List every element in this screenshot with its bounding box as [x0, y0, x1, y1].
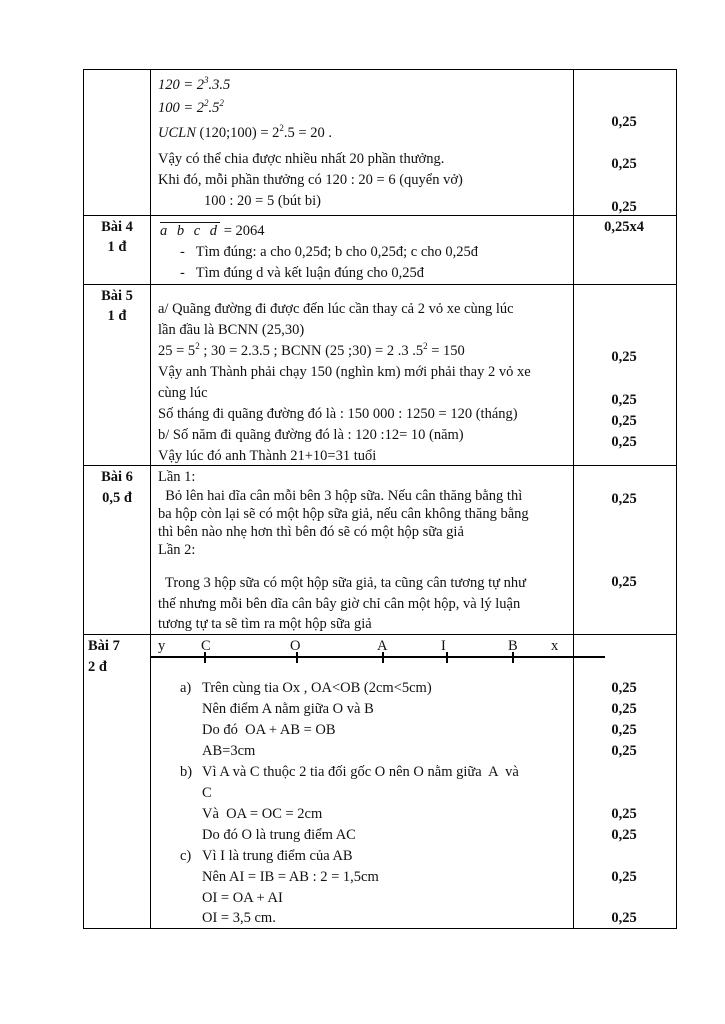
bai6-line-7: thế nhưng mỗi bên dĩa cân bây giờ chỉ cân một hộp, và lý luận	[158, 596, 521, 612]
bai7-b-line-2: C	[202, 785, 212, 801]
axis-label-b: B	[508, 638, 518, 654]
bai3-line-5: Khi đó, mỗi phần thưởng có 120 : 20 = 6 (quyển vở)	[158, 172, 463, 188]
bai5-line-2: lần đầu là BCNN (25,30)	[158, 322, 305, 338]
bai7-score-7: 0,25	[611, 869, 637, 885]
row-divider-bai6	[83, 465, 677, 466]
bai5-score-1: 0,25	[611, 349, 637, 365]
bai5-score-4: 0,25	[611, 434, 637, 450]
bai4-label: Bài 4	[101, 219, 133, 235]
axis-label-o: O	[290, 638, 301, 654]
bai7-a-line-2: Nên điểm A nằm giữa O và B	[202, 701, 374, 717]
bai5-score-3: 0,25	[611, 413, 637, 429]
bai6-line-1: Lần 1:	[158, 469, 196, 485]
bai3-score-2: 0,25	[611, 156, 637, 172]
bai7-b-line-3: Và OA = OC = 2cm	[202, 806, 323, 822]
bai4-score: 0,25x4	[604, 219, 644, 235]
bai7-b-line-4: Do đó O là trung điểm AC	[202, 827, 356, 843]
bai3-line-4: Vậy có thể chia được nhiều nhất 20 phần thưởng.	[158, 151, 445, 167]
bai4-item-1: - Tìm đúng: a cho 0,25đ; b cho 0,25đ; c cho 0,25đ	[180, 244, 479, 260]
bai7-score-2: 0,25	[611, 701, 637, 717]
bai5-line-8: Vậy lúc đó anh Thành 21+10=31 tuổi	[158, 448, 377, 464]
bai5-line-7: b/ Số năm đi quãng đường đó là : 120 :12= 10 (năm)	[158, 427, 464, 443]
bai7-a-line-3: Do đó OA + AB = OB	[202, 722, 336, 738]
bai5-label: Bài 5	[101, 288, 133, 304]
bai5-line-3: $25 = 5^2$ ; 30 = 2.3.5 ; BCNN (25 ;30) = 2 .3 $.5^2 = 150$	[158, 341, 465, 359]
table-border-right	[676, 69, 677, 929]
bai6-line-6: Trong 3 hộp sữa có một hộp sữa giả, ta cũng cân tương tự như	[158, 575, 526, 591]
bai7-score-4: 0,25	[611, 743, 637, 759]
row-divider-bai5	[83, 284, 677, 285]
axis-label-i: I	[441, 638, 446, 654]
bai7-part-b-marker: b)	[180, 764, 193, 780]
bai4-line-1: a b c d = 2064	[160, 223, 265, 239]
bai6-score-1: 0,25	[611, 491, 637, 507]
table-border-top	[83, 69, 677, 70]
bai5-line-6: Số tháng đi quãng đường đó là : 150 000 : 1250 = 120 (tháng)	[158, 406, 518, 422]
axis-label-y: y	[158, 638, 166, 654]
bai5-line-5: cùng lúc	[158, 385, 208, 401]
bai4-points: 1 đ	[107, 239, 127, 255]
axis-label-a: A	[377, 638, 388, 654]
bai4-item-2: - Tìm đúng d và kết luận đúng cho 0,25đ	[180, 265, 425, 281]
bai6-line-2: Bỏ lên hai dĩa cân mỗi bên 3 hộp sữa. Nếu cân thăng bằng thì	[158, 488, 523, 504]
bai7-c-line-1: Vì I là trung điểm của AB	[202, 848, 353, 864]
bai3-line-6: 100 : 20 = 5 (bút bi)	[204, 193, 321, 209]
bai6-score-2: 0,25	[611, 574, 637, 590]
bai7-b-line-1: Vì A và C thuộc 2 tia đối gốc O nên O nằm giữa A và	[202, 764, 519, 780]
bai3-score-3: 0,25	[611, 199, 637, 215]
bai5-line-4: Vậy anh Thành phải chạy 150 (nghìn km) mới phải thay 2 vỏ xe	[158, 364, 531, 380]
bai6-line-4: thì bên nào nhẹ hơn thì bên đó sẽ có một hộp sữa giả	[158, 524, 464, 540]
bai7-a-line-1: Trên cùng tia Ox , OA<OB (2cm<5cm)	[202, 680, 432, 696]
bai7-score-5: 0,25	[611, 806, 637, 822]
bai7-label: Bài 7	[88, 638, 120, 654]
bai5-score-2: 0,25	[611, 392, 637, 408]
table-border-bottom	[83, 928, 677, 929]
bai7-score-6: 0,25	[611, 827, 637, 843]
bai6-line-3: ba hộp còn lại sẽ có một hộp sữa giả, nếu cân không thăng bằng	[158, 506, 529, 522]
bai7-points: 2 đ	[88, 659, 107, 675]
bai7-part-c-marker: c)	[180, 848, 192, 864]
bai7-part-a-marker: a)	[180, 680, 192, 696]
row-divider-bai7	[83, 634, 677, 635]
bai3-score-1: 0,25	[611, 114, 637, 130]
bai7-score-3: 0,25	[611, 722, 637, 738]
bai7-c-line-4: OI = 3,5 cm.	[202, 910, 276, 926]
axis-label-c: C	[201, 638, 211, 654]
table-divider-label	[150, 69, 151, 929]
bai6-points: 0,5 đ	[102, 490, 132, 506]
bai7-c-line-2: Nên AI = IB = AB : 2 = 1,5cm	[202, 869, 379, 885]
bai3-line-2: $100 = 2^2.5^2$	[158, 98, 224, 116]
bai5-points: 1 đ	[107, 308, 127, 324]
bai7-score-1: 0,25	[611, 680, 637, 696]
bai3-line-1: $120 = 2^3.3.5$	[158, 75, 231, 93]
bai7-c-line-3: OI = OA + AI	[202, 890, 283, 906]
bai7-score-8: 0,25	[611, 910, 637, 926]
bai7-a-line-4: AB=3cm	[202, 743, 256, 759]
axis-label-x: x	[551, 638, 559, 654]
bai6-line-8: tương tự ta sẽ tìm ra một hộp sữa giả	[158, 616, 372, 632]
bai6-line-5: Lần 2:	[158, 542, 196, 558]
bai3-line-3: UCLN (120;100) = $2^2.5 = 20$ .	[158, 123, 332, 141]
bai6-label: Bài 6	[101, 469, 133, 485]
bai5-line-1: a/ Quãng đường đi được đến lúc cần thay cả 2 vỏ xe cùng lúc	[158, 301, 514, 317]
